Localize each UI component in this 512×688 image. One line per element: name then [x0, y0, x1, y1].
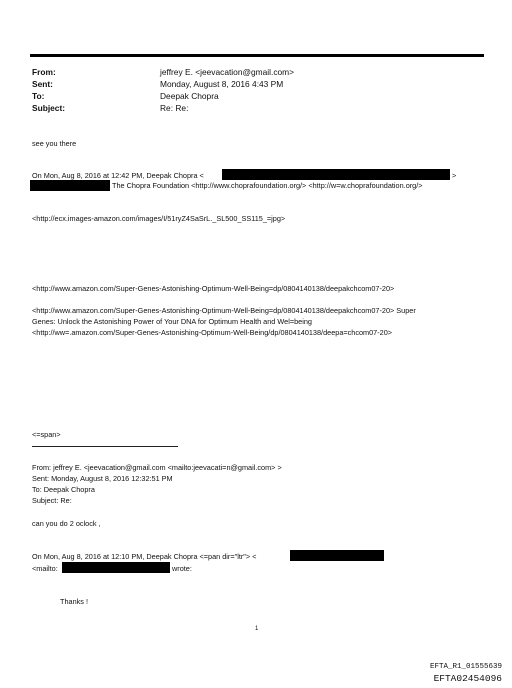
inner-sent: Sent: Monday, August 8, 2016 12:32:51 PM [32, 474, 173, 483]
redaction-box [62, 562, 170, 573]
quote2-mailto: <mailto: [32, 564, 58, 573]
quote2-intro: On Mon, Aug 8, 2016 at 12:10 PM, Deepak Chopra <=pan dir="ltr"> < [32, 552, 257, 561]
image-link: <http://ecx.images-amazon.com/images/I/51ryZ4SaSrL._SL500_SS115_=jpg> [32, 214, 286, 223]
redaction-box [30, 180, 110, 191]
sent-label: Sent: [32, 79, 53, 89]
amazon-link-2a: <http://www.amazon.com/Super-Genes-Astonishing-Optimum-Well-Being=dp/0804140138/deepakchcom07-20> Super [32, 306, 416, 315]
to-value: Deepak Chopra [160, 91, 219, 101]
amazon-link-2c: <http://ww=.amazon.com/Super-Genes-Astonishing-Optimum-Well-Being/dp/0804140138/deepa=chcom07-20> [32, 328, 393, 337]
amazon-link-2b: Genes: Unlock the Astonishing Power of Your DNA for Optimum Health and Wel=being [32, 317, 312, 326]
sent-value: Monday, August 8, 2016 4:43 PM [160, 79, 284, 89]
inner-subject: Subject: Re: [32, 496, 72, 505]
inner-to: To: Deepak Chopra [32, 485, 95, 494]
inner-body: can you do 2 oclock , [32, 519, 101, 528]
quote1-close: > [452, 171, 457, 180]
from-value: jeffrey E. <jeevacation@gmail.com> [160, 67, 295, 77]
quote-separator [32, 446, 178, 447]
redaction-box [222, 169, 450, 180]
redaction-box [290, 550, 384, 561]
thanks-text: Thanks ! [60, 597, 88, 606]
span-tag: <=span> [32, 430, 61, 439]
footer-ref-1: EFTA_R1_01555639 [429, 663, 502, 671]
inner-from: From: jeffrey E. <jeevacation@gmail.com <mailto:jeevacati=n@gmail.com> > [32, 463, 282, 472]
footer-ref-2: EFTA02454096 [433, 673, 502, 684]
header-rule [30, 54, 484, 57]
amazon-link-1: <http://www.amazon.com/Super-Genes-Astonishing-Optimum-Well-Being=dp/0804140138/deepakchcom07-20> [32, 284, 395, 293]
subject-label: Subject: [32, 103, 66, 113]
to-label: To: [32, 91, 45, 101]
foundation-line: The Chopra Foundation <http://www.choprafoundation.org/> <http://w=w.choprafoundation.org/> [112, 181, 423, 190]
quote1-intro: On Mon, Aug 8, 2016 at 12:42 PM, Deepak Chopra < [32, 171, 204, 180]
subject-value: Re: Re: [160, 103, 189, 113]
quote2-wrote: wrote: [172, 564, 192, 573]
reply-text: see you there [32, 139, 77, 148]
from-label: From: [32, 67, 56, 77]
page-number: 1 [255, 626, 259, 632]
